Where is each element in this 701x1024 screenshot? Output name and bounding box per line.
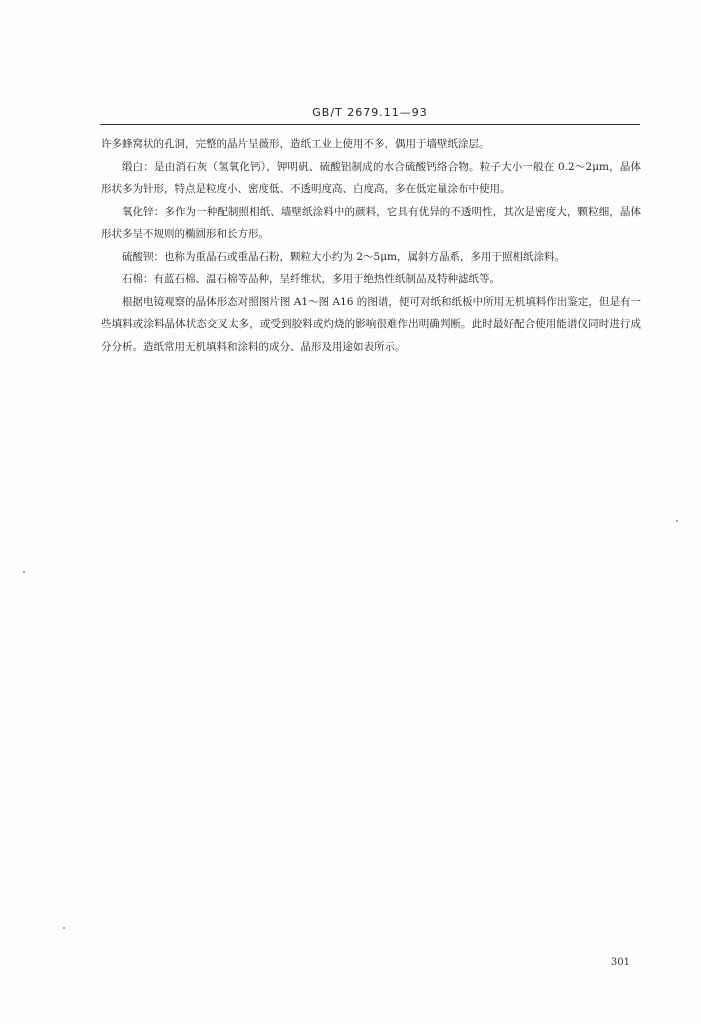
paragraph-barium-sulfate: 硫酸钡：也称为重晶石或重晶石粉，颗粒大小约为 2～5μm，属斜方晶系，多用于照相纸涂料。 (122, 250, 565, 263)
standard-code-header: GB/T 2679.11—93 (312, 106, 428, 119)
paragraph-zinc-oxide: 氧化锌：多作为一种配制照相纸、墙壁纸涂料中的颜料，它具有优异的不透明性，其次是密度大，颗粒细，晶体形状多呈不规则的椭圆形和长方形。 (101, 205, 641, 240)
scan-speck (676, 520, 678, 522)
paragraph-continuation: 许多蜂窝状的孔洞，完整的晶片呈薇形，造纸工业上使用不多，偶用于墙壁纸涂层。 (101, 138, 490, 150)
paragraph-satin-white: 缎白：是由消石灰（氢氧化钙），钾明矾、硫酸铝制成的水合硫酸钙络合物。粒子大小一般在 0.2～2μm，晶体形状多为针形，特点是粒度小、密度低、不透明度高、白度高，多在低定量涂布中使用。 (101, 160, 641, 195)
page-number: 301 (610, 957, 630, 968)
scan-speck (23, 571, 25, 573)
paragraph-conclusion: 根据电镜观察的晶体形态对照图片图 A1～图 A16 的图谱，便可对纸和纸板中所用无机填料作出鉴定，但是有一些填料或涂料晶体状态交叉太多，或受到胶料或灼烧的影响很难作出明确判断。此时最好配合使用能谱仪同时进行成分分析。造纸常用无机填料和涂料的成分、晶形及用途如表所示。 (101, 295, 641, 353)
paragraph-asbestos: 石棉：有蓝石棉、温石棉等品种，呈纤维状，多用于绝热性纸制品及特种滤纸等。 (122, 273, 500, 285)
body-text (101, 133, 641, 358)
scan-speck (63, 927, 65, 929)
header-rule (100, 124, 640, 125)
